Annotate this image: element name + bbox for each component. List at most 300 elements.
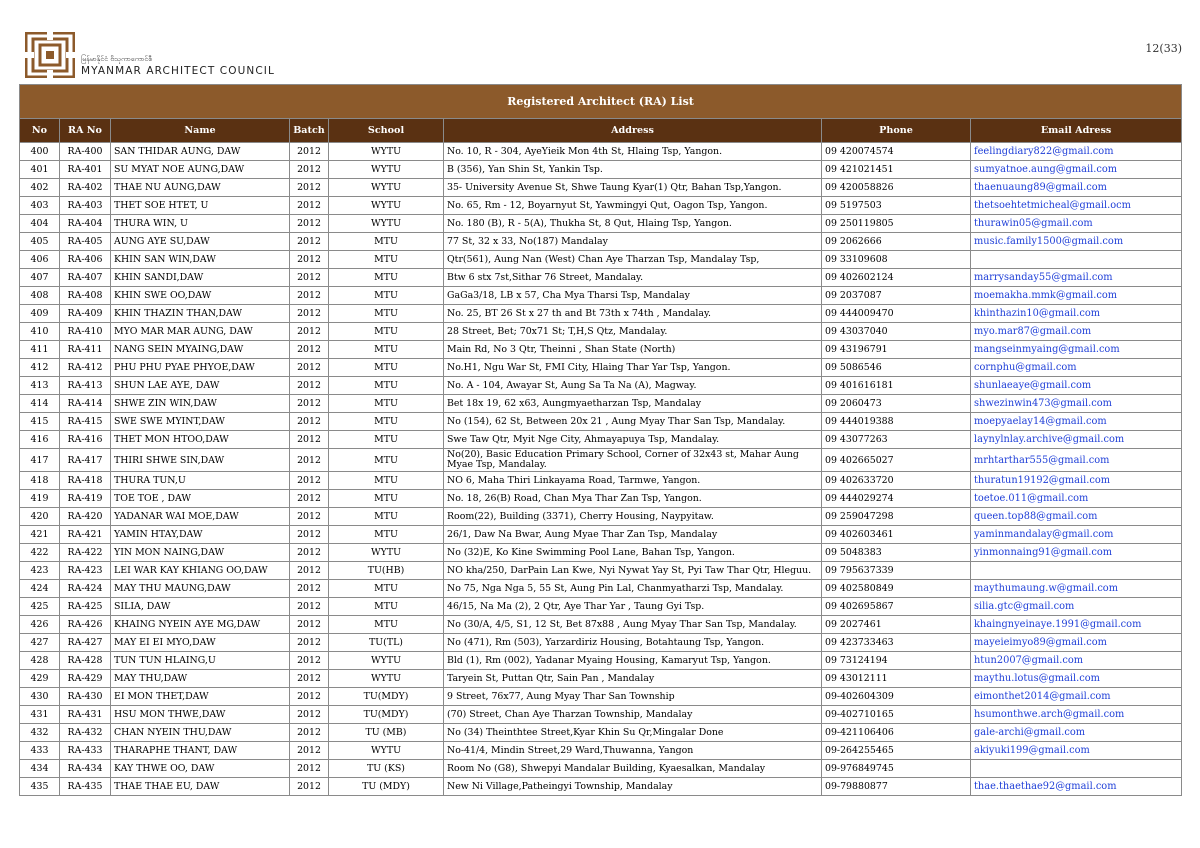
- cell-no: 422: [20, 544, 60, 562]
- cell-batch: 2012: [290, 634, 329, 652]
- council-logo-icon: [25, 32, 75, 78]
- cell-phone: 09 43037040: [822, 323, 971, 341]
- cell-address: 9 Street, 76x77, Aung Myay Thar San Township: [444, 688, 822, 706]
- cell-phone: 09-402604309: [822, 688, 971, 706]
- cell-phone: 09 402603461: [822, 526, 971, 544]
- table-row: [20, 544, 1182, 562]
- cell-name: KHAING NYEIN AYE MG,DAW: [111, 616, 290, 634]
- cell-ra-no: RA-427: [60, 634, 111, 652]
- col-header-no: No: [20, 119, 60, 143]
- cell-ra-no: RA-426: [60, 616, 111, 634]
- cell-email[interactable]: mangseinmyaing@gmail.com: [971, 341, 1182, 359]
- cell-no: 410: [20, 323, 60, 341]
- cell-name: KAY THWE OO, DAW: [111, 760, 290, 778]
- cell-phone: 09-402710165: [822, 706, 971, 724]
- cell-email[interactable]: moemakha.mmk@gmail.com: [971, 287, 1182, 305]
- table-row: [20, 616, 1182, 634]
- cell-name: THET MON HTOO,DAW: [111, 431, 290, 449]
- cell-address: Room No (G8), Shwepyi Mandalar Building, Kyaesalkan, Mandalay: [444, 760, 822, 778]
- cell-batch: 2012: [290, 431, 329, 449]
- cell-phone: 09-79880877: [822, 778, 971, 796]
- cell-batch: 2012: [290, 179, 329, 197]
- cell-ra-no: RA-415: [60, 413, 111, 431]
- cell-name: MYO MAR MAR AUNG, DAW: [111, 323, 290, 341]
- cell-ra-no: RA-435: [60, 778, 111, 796]
- cell-address: NO kha/250, DarPain Lan Kwe, Nyi Nywat Yay St, Pyi Taw Thar Qtr, Hleguu.: [444, 562, 822, 580]
- cell-email[interactable]: silia.gtc@gmail.com: [971, 598, 1182, 616]
- cell-school: WYTU: [329, 161, 444, 179]
- col-header-address: Address: [444, 119, 822, 143]
- cell-address: Swe Taw Qtr, Myit Nge City, Ahmayapuya Tsp, Mandalay.: [444, 431, 822, 449]
- cell-address: No (34) Theinthtee Street,Kyar Khin Su Qr,Mingalar Done: [444, 724, 822, 742]
- cell-phone: 09 2027461: [822, 616, 971, 634]
- cell-name: NANG SEIN MYAING,DAW: [111, 341, 290, 359]
- cell-ra-no: RA-434: [60, 760, 111, 778]
- cell-school: TU(TL): [329, 634, 444, 652]
- table-row: [20, 197, 1182, 215]
- cell-email[interactable]: laynylnlay.archive@gmail.com: [971, 431, 1182, 449]
- cell-address: No 75, Nga Nga 5, 55 St, Aung Pin Lal, Chanmyatharzi Tsp, Mandalay.: [444, 580, 822, 598]
- table-row: [20, 179, 1182, 197]
- cell-school: WYTU: [329, 742, 444, 760]
- cell-batch: 2012: [290, 359, 329, 377]
- table-row: [20, 323, 1182, 341]
- page-number: 12(33): [1145, 42, 1182, 55]
- cell-no: 427: [20, 634, 60, 652]
- cell-address: New Ni Village,Patheingyi Township, Mandalay: [444, 778, 822, 796]
- cell-phone: 09 2062666: [822, 233, 971, 251]
- cell-ra-no: RA-414: [60, 395, 111, 413]
- cell-batch: 2012: [290, 395, 329, 413]
- cell-phone: 09 250119805: [822, 215, 971, 233]
- cell-ra-no: RA-405: [60, 233, 111, 251]
- table-row: [20, 449, 1182, 472]
- cell-batch: 2012: [290, 508, 329, 526]
- cell-school: MTU: [329, 413, 444, 431]
- cell-no: 413: [20, 377, 60, 395]
- cell-batch: 2012: [290, 526, 329, 544]
- cell-school: WYTU: [329, 143, 444, 161]
- table-row: [20, 562, 1182, 580]
- table-row: [20, 670, 1182, 688]
- cell-school: MTU: [329, 377, 444, 395]
- cell-email[interactable]: music.family1500@gmail.com: [971, 233, 1182, 251]
- cell-address: No (32)E, Ko Kine Swimming Pool Lane, Bahan Tsp, Yangon.: [444, 544, 822, 562]
- cell-ra-no: RA-404: [60, 215, 111, 233]
- cell-ra-no: RA-402: [60, 179, 111, 197]
- cell-email[interactable]: khinthazin10@gmail.com: [971, 305, 1182, 323]
- cell-school: TU(MDY): [329, 706, 444, 724]
- col-header-phone: Phone: [822, 119, 971, 143]
- col-header-ra-no: RA No: [60, 119, 111, 143]
- cell-email[interactable]: mrhtarthar555@gmail.com: [971, 449, 1182, 472]
- cell-address: NO 6, Maha Thiri Linkayama Road, Tarmwe, Yangon.: [444, 472, 822, 490]
- cell-school: WYTU: [329, 215, 444, 233]
- cell-name: PHU PHU PYAE PHYOE,DAW: [111, 359, 290, 377]
- cell-school: WYTU: [329, 670, 444, 688]
- cell-batch: 2012: [290, 197, 329, 215]
- table-row: [20, 359, 1182, 377]
- cell-phone: 09 420074574: [822, 143, 971, 161]
- cell-batch: 2012: [290, 724, 329, 742]
- cell-batch: 2012: [290, 161, 329, 179]
- table-row: [20, 580, 1182, 598]
- cell-email[interactable]: thurawin05@gmail.com: [971, 215, 1182, 233]
- cell-name: YADANAR WAI MOE,DAW: [111, 508, 290, 526]
- cell-email[interactable]: marrysanday55@gmail.com: [971, 269, 1182, 287]
- cell-name: THAE THAE EU, DAW: [111, 778, 290, 796]
- cell-address: No-41/4, Mindin Street,29 Ward,Thuwanna, Yangon: [444, 742, 822, 760]
- cell-email[interactable]: htun2007@gmail.com: [971, 652, 1182, 670]
- col-header-name: Name: [111, 119, 290, 143]
- cell-no: 412: [20, 359, 60, 377]
- cell-ra-no: RA-413: [60, 377, 111, 395]
- table-row: [20, 508, 1182, 526]
- cell-email[interactable]: myo.mar87@gmail.com: [971, 323, 1182, 341]
- cell-email[interactable]: maythumaung.w@gmail.com: [971, 580, 1182, 598]
- cell-email[interactable]: thetsoehtetmicheal@gmail.ocm: [971, 197, 1182, 215]
- cell-email[interactable]: yaminmandalay@gmail.com: [971, 526, 1182, 544]
- cell-address: [444, 449, 822, 472]
- cell-name: AUNG AYE SU,DAW: [111, 233, 290, 251]
- cell-address: (70) Street, Chan Aye Tharzan Township, Mandalay: [444, 706, 822, 724]
- table-row: [20, 706, 1182, 724]
- cell-address: No. A - 104, Awayar St, Aung Sa Ta Na (A), Magway.: [444, 377, 822, 395]
- table-row: [20, 251, 1182, 269]
- cell-batch: 2012: [290, 616, 329, 634]
- cell-name: HSU MON THWE,DAW: [111, 706, 290, 724]
- cell-ra-no: RA-423: [60, 562, 111, 580]
- col-header-email: Email Adress: [971, 119, 1182, 143]
- cell-ra-no: RA-422: [60, 544, 111, 562]
- cell-school: WYTU: [329, 179, 444, 197]
- cell-email[interactable]: feelingdiary822@gmail.com: [971, 143, 1182, 161]
- cell-address: No. 65, Rm - 12, Boyarnyut St, Yawmingyi Qut, Oagon Tsp, Yangon.: [444, 197, 822, 215]
- cell-name: THURA WIN, U: [111, 215, 290, 233]
- table-row: [20, 305, 1182, 323]
- cell-email[interactable]: eimonthet2014@gmail.com: [971, 688, 1182, 706]
- cell-ra-no: RA-406: [60, 251, 111, 269]
- cell-ra-no: RA-420: [60, 508, 111, 526]
- cell-school: MTU: [329, 616, 444, 634]
- cell-no: 403: [20, 197, 60, 215]
- cell-name: KHIN SAN WIN,DAW: [111, 251, 290, 269]
- cell-address: 46/15, Na Ma (2), 2 Qtr, Aye Thar Yar , Taung Gyi Tsp.: [444, 598, 822, 616]
- cell-name: THET SOE HTET, U: [111, 197, 290, 215]
- cell-email[interactable]: thae.thaethae92@gmail.com: [971, 778, 1182, 796]
- cell-name: SHUN LAE AYE, DAW: [111, 377, 290, 395]
- table-row: [20, 377, 1182, 395]
- cell-school: MTU: [329, 341, 444, 359]
- cell-ra-no: RA-417: [60, 449, 111, 472]
- cell-email[interactable]: thuratun19192@gmail.com: [971, 472, 1182, 490]
- cell-school: MTU: [329, 395, 444, 413]
- cell-address: Taryein St, Puttan Qtr, Sain Pan , Mandalay: [444, 670, 822, 688]
- cell-batch: 2012: [290, 472, 329, 490]
- cell-batch: 2012: [290, 449, 329, 472]
- cell-batch: 2012: [290, 580, 329, 598]
- cell-batch: 2012: [290, 215, 329, 233]
- cell-no: 433: [20, 742, 60, 760]
- cell-phone: 09 5086546: [822, 359, 971, 377]
- cell-school: MTU: [329, 431, 444, 449]
- cell-phone: 09 43012111: [822, 670, 971, 688]
- table-row: [20, 742, 1182, 760]
- cell-ra-no: RA-433: [60, 742, 111, 760]
- cell-address: Bld (1), Rm (002), Yadanar Myaing Housing, Kamaryut Tsp, Yangon.: [444, 652, 822, 670]
- cell-no: 432: [20, 724, 60, 742]
- cell-no: 405: [20, 233, 60, 251]
- cell-name: THIRI SHWE SIN,DAW: [111, 449, 290, 472]
- cell-address: Bet 18x 19, 62 x63, Aungmyaetharzan Tsp, Mandalay: [444, 395, 822, 413]
- cell-email[interactable]: queen.top88@gmail.com: [971, 508, 1182, 526]
- table-row: [20, 598, 1182, 616]
- cell-no: 416: [20, 431, 60, 449]
- cell-ra-no: RA-407: [60, 269, 111, 287]
- cell-ra-no: RA-411: [60, 341, 111, 359]
- table-row: [20, 269, 1182, 287]
- cell-ra-no: RA-428: [60, 652, 111, 670]
- cell-name: SILIA, DAW: [111, 598, 290, 616]
- cell-address: No. 25, BT 26 St x 27 th and Bt 73th x 74th , Mandalay.: [444, 305, 822, 323]
- cell-school: WYTU: [329, 652, 444, 670]
- cell-email[interactable]: hsumonthwe.arch@gmail.com: [971, 706, 1182, 724]
- table-row: [20, 395, 1182, 413]
- cell-email[interactable]: shunlaeaye@gmail.com: [971, 377, 1182, 395]
- cell-name: TUN TUN HLAING,U: [111, 652, 290, 670]
- table-row: [20, 215, 1182, 233]
- cell-school: TU (MDY): [329, 778, 444, 796]
- cell-address: No (154), 62 St, Between 20x 21 , Aung Myay Thar San Tsp, Mandalay.: [444, 413, 822, 431]
- cell-address: Room(22), Building (3371), Cherry Housing, Naypyitaw.: [444, 508, 822, 526]
- table-row: [20, 760, 1182, 778]
- cell-no: 415: [20, 413, 60, 431]
- cell-batch: 2012: [290, 269, 329, 287]
- cell-email[interactable]: thaenuaung89@gmail.com: [971, 179, 1182, 197]
- cell-batch: 2012: [290, 305, 329, 323]
- cell-address-text: No(20), Basic Education Primary School, Corner of 32x43 st, Mahar Aung Myae Tsp, Mandalay.: [447, 449, 799, 470]
- cell-phone: 09 402580849: [822, 580, 971, 598]
- cell-batch: 2012: [290, 760, 329, 778]
- cell-no: 407: [20, 269, 60, 287]
- cell-batch: 2012: [290, 652, 329, 670]
- cell-address: 28 Street, Bet; 70x71 St; T,H,S Qtz, Mandalay.: [444, 323, 822, 341]
- col-header-batch: Batch: [290, 119, 329, 143]
- cell-no: 408: [20, 287, 60, 305]
- cell-no: 421: [20, 526, 60, 544]
- table-row: [20, 634, 1182, 652]
- cell-name: KHIN THAZIN THAN,DAW: [111, 305, 290, 323]
- cell-no: 424: [20, 580, 60, 598]
- cell-phone: 09 444029274: [822, 490, 971, 508]
- cell-phone: 09 444009470: [822, 305, 971, 323]
- cell-email[interactable]: cornphu@gmail.com: [971, 359, 1182, 377]
- cell-phone: 09 444019388: [822, 413, 971, 431]
- table-row: [20, 778, 1182, 796]
- cell-batch: 2012: [290, 287, 329, 305]
- cell-phone: 09 423733463: [822, 634, 971, 652]
- col-header-school: School: [329, 119, 444, 143]
- cell-school: WYTU: [329, 197, 444, 215]
- cell-batch: 2012: [290, 233, 329, 251]
- cell-ra-no: RA-409: [60, 305, 111, 323]
- table-row: [20, 233, 1182, 251]
- cell-batch: 2012: [290, 323, 329, 341]
- cell-no: 400: [20, 143, 60, 161]
- registered-architect-table: [19, 84, 1182, 796]
- cell-address: No (471), Rm (503), Yarzardiriz Housing, Botahtaung Tsp, Yangon.: [444, 634, 822, 652]
- cell-email[interactable]: maythu.lotus@gmail.com: [971, 670, 1182, 688]
- cell-school: MTU: [329, 269, 444, 287]
- cell-batch: 2012: [290, 377, 329, 395]
- cell-phone: 09 402665027: [822, 449, 971, 472]
- cell-batch: 2012: [290, 544, 329, 562]
- cell-email[interactable]: sumyatnoe.aung@gmail.com: [971, 161, 1182, 179]
- cell-ra-no: RA-412: [60, 359, 111, 377]
- cell-school: MTU: [329, 251, 444, 269]
- cell-address: No (30/A, 4/5, S1, 12 St, Bet 87x88 , Aung Myay Thar San Tsp, Mandalay.: [444, 616, 822, 634]
- cell-no: 435: [20, 778, 60, 796]
- cell-ra-no: RA-408: [60, 287, 111, 305]
- cell-name: SHWE ZIN WIN,DAW: [111, 395, 290, 413]
- cell-phone: 09 43196791: [822, 341, 971, 359]
- cell-phone: 09 421021451: [822, 161, 971, 179]
- cell-name: THURA TUN,U: [111, 472, 290, 490]
- cell-email[interactable]: toetoe.011@gmail.com: [971, 490, 1182, 508]
- cell-no: 420: [20, 508, 60, 526]
- cell-ra-no: RA-400: [60, 143, 111, 161]
- cell-batch: 2012: [290, 706, 329, 724]
- cell-batch: 2012: [290, 341, 329, 359]
- cell-ra-no: RA-431: [60, 706, 111, 724]
- cell-school: MTU: [329, 490, 444, 508]
- cell-ra-no: RA-419: [60, 490, 111, 508]
- table-row: [20, 472, 1182, 490]
- cell-name: MAY THU MAUNG,DAW: [111, 580, 290, 598]
- cell-email[interactable]: shwezinwin473@gmail.com: [971, 395, 1182, 413]
- cell-no: 426: [20, 616, 60, 634]
- table-row: [20, 490, 1182, 508]
- cell-no: 411: [20, 341, 60, 359]
- cell-name: KHIN SANDI,DAW: [111, 269, 290, 287]
- cell-batch: 2012: [290, 143, 329, 161]
- cell-address: No. 10, R - 304, AyeYieik Mon 4th St, Hlaing Tsp, Yangon.: [444, 143, 822, 161]
- cell-phone: 09 795637339: [822, 562, 971, 580]
- cell-phone: 09 33109608: [822, 251, 971, 269]
- cell-phone: 09 420058826: [822, 179, 971, 197]
- cell-phone: 09 402633720: [822, 472, 971, 490]
- table-row: [20, 724, 1182, 742]
- cell-address: No. 180 (B), R - 5(A), Thukha St, 8 Qut, Hlaing Tsp, Yangon.: [444, 215, 822, 233]
- cell-phone: 09 73124194: [822, 652, 971, 670]
- cell-no: 434: [20, 760, 60, 778]
- table-row: [20, 341, 1182, 359]
- cell-email: [971, 562, 1182, 580]
- cell-batch: 2012: [290, 778, 329, 796]
- cell-school: MTU: [329, 323, 444, 341]
- cell-name: YAMIN HTAY,DAW: [111, 526, 290, 544]
- cell-email[interactable]: khaingnyeinaye.1991@gmail.com: [971, 616, 1182, 634]
- cell-address: 77 St, 32 x 33, No(187) Mandalay: [444, 233, 822, 251]
- cell-address: B (356), Yan Shin St, Yankin Tsp.: [444, 161, 822, 179]
- cell-email[interactable]: yinmonnaing91@gmail.com: [971, 544, 1182, 562]
- table-row: [20, 431, 1182, 449]
- cell-address: Main Rd, No 3 Qtr, Theinni , Shan State (North): [444, 341, 822, 359]
- cell-ra-no: RA-418: [60, 472, 111, 490]
- cell-ra-no: RA-424: [60, 580, 111, 598]
- cell-ra-no: RA-416: [60, 431, 111, 449]
- cell-address: Qtr(561), Aung Nan (West) Chan Aye Tharzan Tsp, Mandalay Tsp,: [444, 251, 822, 269]
- cell-school: WYTU: [329, 544, 444, 562]
- cell-email: [971, 760, 1182, 778]
- cell-phone: 09-264255465: [822, 742, 971, 760]
- cell-ra-no: RA-429: [60, 670, 111, 688]
- cell-ra-no: RA-421: [60, 526, 111, 544]
- cell-no: 414: [20, 395, 60, 413]
- cell-school: MTU: [329, 233, 444, 251]
- cell-address: GaGa3/18, LB x 57, Cha Mya Tharsi Tsp, Mandalay: [444, 287, 822, 305]
- cell-address: No. 18, 26(B) Road, Chan Mya Thar Zan Tsp, Yangon.: [444, 490, 822, 508]
- cell-phone: 09 2037087: [822, 287, 971, 305]
- table-row: [20, 526, 1182, 544]
- cell-batch: 2012: [290, 490, 329, 508]
- cell-name: TOE TOE , DAW: [111, 490, 290, 508]
- cell-school: MTU: [329, 359, 444, 377]
- cell-school: MTU: [329, 598, 444, 616]
- cell-no: 404: [20, 215, 60, 233]
- cell-no: 419: [20, 490, 60, 508]
- cell-name: LEI WAR KAY KHIANG OO,DAW: [111, 562, 290, 580]
- cell-no: 429: [20, 670, 60, 688]
- org-name-english: MYANMAR ARCHITECT COUNCIL: [81, 65, 275, 77]
- cell-phone: 09 402602124: [822, 269, 971, 287]
- cell-ra-no: RA-432: [60, 724, 111, 742]
- cell-name: YIN MON NAING,DAW: [111, 544, 290, 562]
- cell-address: 26/1, Daw Na Bwar, Aung Myae Thar Zan Tsp, Mandalay: [444, 526, 822, 544]
- cell-address: Btw 6 stx 7st,Sithar 76 Street, Mandalay.: [444, 269, 822, 287]
- cell-no: 402: [20, 179, 60, 197]
- cell-no: 428: [20, 652, 60, 670]
- cell-name: SAN THIDAR AUNG, DAW: [111, 143, 290, 161]
- cell-school: MTU: [329, 580, 444, 598]
- cell-email[interactable]: akiyuki199@gmail.com: [971, 742, 1182, 760]
- cell-school: TU(HB): [329, 562, 444, 580]
- cell-phone: 09 43077263: [822, 431, 971, 449]
- cell-phone: 09 401616181: [822, 377, 971, 395]
- cell-address: No.H1, Ngu War St, FMI City, Hlaing Thar Yar Tsp, Yangon.: [444, 359, 822, 377]
- cell-email[interactable]: gale-archi@gmail.com: [971, 724, 1182, 742]
- cell-email[interactable]: moepyaelay14@gmail.com: [971, 413, 1182, 431]
- cell-ra-no: RA-401: [60, 161, 111, 179]
- table-row: [20, 143, 1182, 161]
- cell-no: 409: [20, 305, 60, 323]
- cell-address: 35- University Avenue St, Shwe Taung Kyar(1) Qtr, Bahan Tsp,Yangon.: [444, 179, 822, 197]
- cell-name: THARAPHE THANT, DAW: [111, 742, 290, 760]
- cell-phone: 09 2060473: [822, 395, 971, 413]
- cell-name: SWE SWE MYINT,DAW: [111, 413, 290, 431]
- cell-phone: 09 5048383: [822, 544, 971, 562]
- cell-email: [971, 251, 1182, 269]
- table-row: [20, 413, 1182, 431]
- cell-email[interactable]: mayeieimyo89@gmail.com: [971, 634, 1182, 652]
- cell-no: 418: [20, 472, 60, 490]
- cell-batch: 2012: [290, 670, 329, 688]
- cell-ra-no: RA-410: [60, 323, 111, 341]
- org-name-myanmar: မြန်မာနိုင်ငံ ဗိသုကာကောင်စီ: [81, 55, 153, 63]
- table-title: Registered Architect (RA) List: [20, 85, 1182, 119]
- cell-no: 423: [20, 562, 60, 580]
- cell-no: 417: [20, 449, 60, 472]
